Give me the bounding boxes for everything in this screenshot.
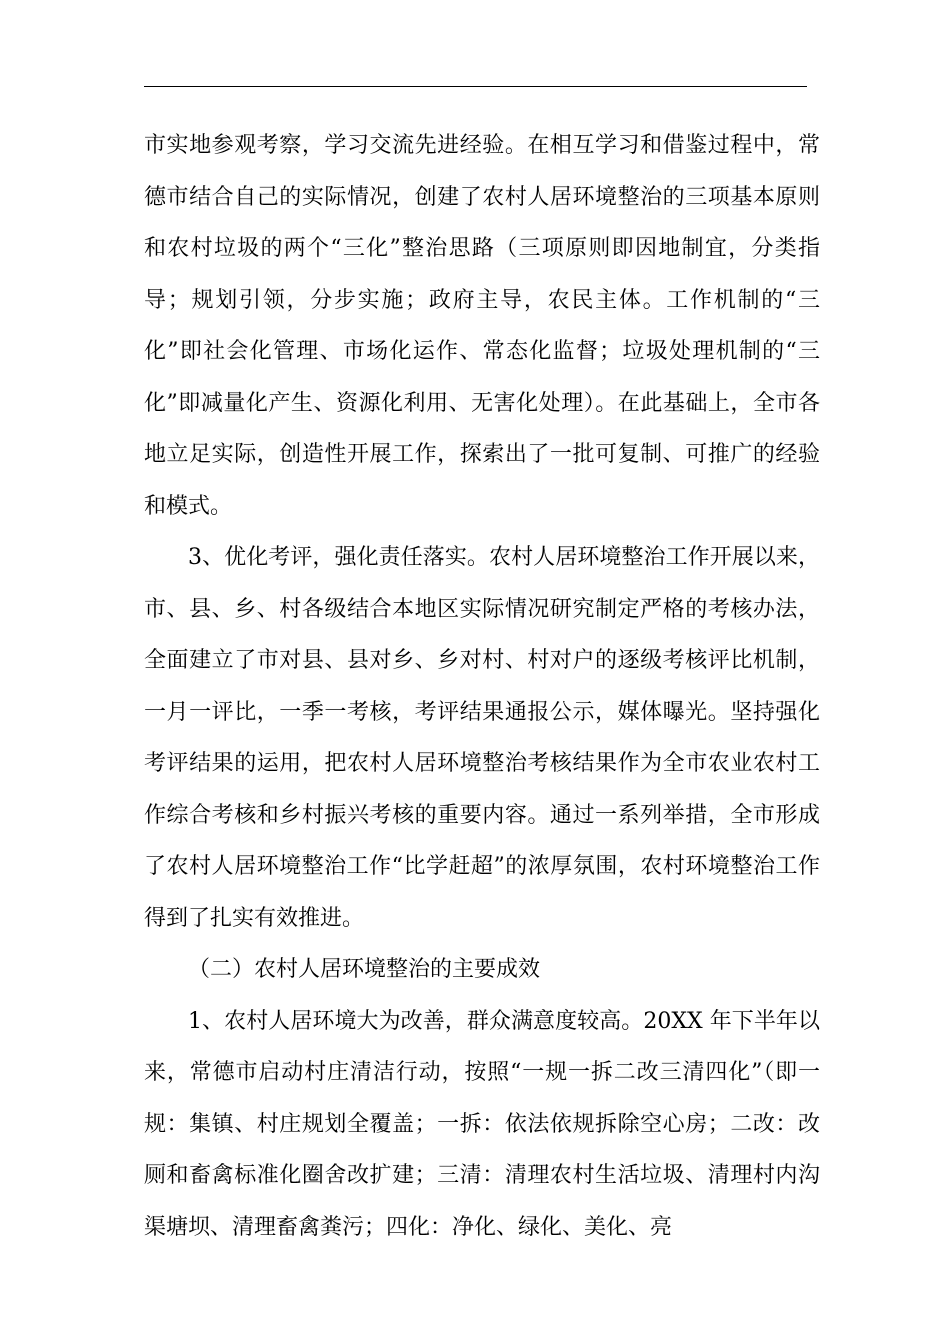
- paragraph-continuation: 市实地参观考察，学习交流先进经验。在相互学习和借鉴过程中，常德市结合自己的实际情况，创建了农村人居环境整治的三项基本原则和农村垃圾的两个“三化”整治思路（三项原则即因地制宜，分类指导；规划引领，分步实施；政府主导，农民主体。工作机制的“三化”即社会化管理、市场化运作、常态化监督；垃圾处理机制的“三化”即减量化产生、资源化利用、无害化处理）。在此基础上，全市各地立足实际，创造性开展工作，探索出了一批可复制、可推广的经验和模式。: [144, 133, 820, 519]
- paragraph-evaluation: 3、优化考评，强化责任落实。农村人居环境整治工作开展以来，市、县、乡、村各级结合本地区实际情况研究制定严格的考核办法，全面建立了市对县、县对乡、乡对村、村对户的逐级考核评比机制，一月一评比，一季一考核，考评结果通报公示，媒体曝光。坚持强化考评结果的运用，把农村人居环境整治考核结果作为全市农业农村工作综合考核和乡村振兴考核的重要内容。通过一系列举措，全市形成了农村人居环境整治工作“比学赶超”的浓厚氛围，农村环境整治工作得到了扎实有效推进。: [144, 545, 820, 931]
- section-heading: （二）农村人居环境整治的主要成效: [188, 957, 541, 982]
- header-rule: [144, 86, 807, 87]
- document-body: [144, 120, 820, 1253]
- paragraph-achievements: 1、农村人居环境大为改善，群众满意度较高。20XX 年下半年以来，常德市启动村庄清洁行动，按照“一规一拆二改三清四化”（即一规：集镇、村庄规划全覆盖；一拆：依法依规拆除空心房；二改：改厕和畜禽标准化圈舍改扩建；三清：清理农村生活垃圾、清理村内沟渠塘坝、清理畜禽粪污；四化：净化、绿化、美化、亮: [144, 1008, 820, 1240]
